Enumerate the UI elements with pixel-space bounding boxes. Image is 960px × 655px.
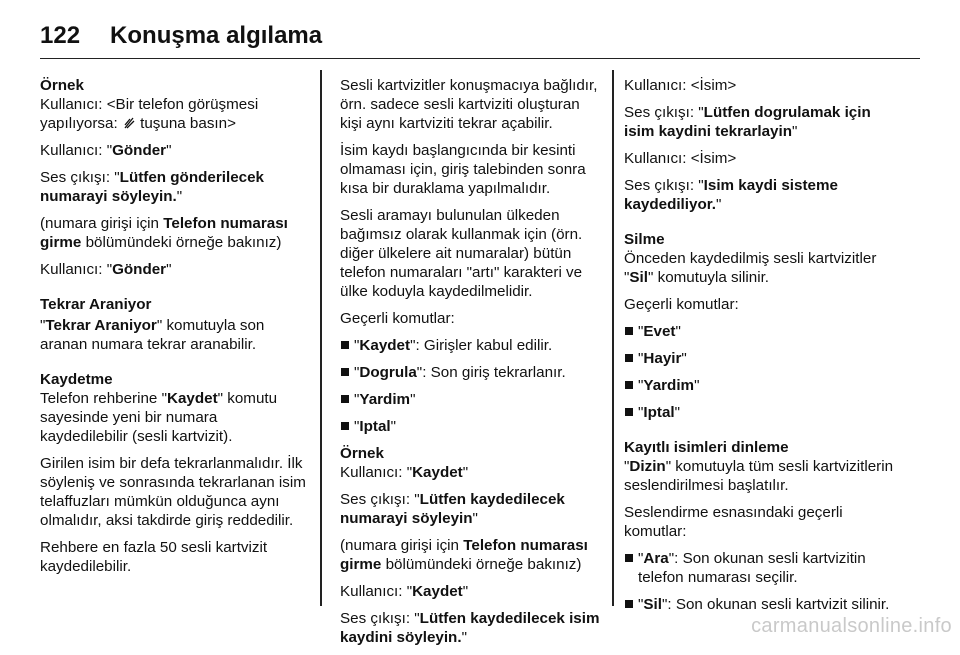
voice-saved-line: Ses çıkışı: "Isim kaydi sisteme kaydediliyor." bbox=[624, 177, 838, 213]
bullet-icon bbox=[341, 422, 349, 430]
example-user-send-2: Kullanıcı: "Gönder" bbox=[40, 261, 172, 278]
commands-label: Geçerli komutlar: bbox=[340, 310, 455, 327]
list-item: "Evet" bbox=[624, 322, 904, 341]
example-heading: Örnek bbox=[40, 77, 84, 94]
command-list-2 bbox=[624, 322, 904, 422]
bullet-icon bbox=[341, 368, 349, 376]
example-voice-output-3: Ses çıkışı: "Lütfen kaydedilecek isim kaydini söyleyin." bbox=[340, 610, 600, 646]
example-voice-output: Ses çıkışı: "Lütfen gönderilecek numarayi söyleyin." bbox=[40, 169, 264, 205]
phone-icon bbox=[122, 116, 136, 130]
list-item: "Sil": Son okunan sesli kartvizit silinir. bbox=[624, 595, 904, 614]
save-paragraph-3: Rehbere en fazla 50 sesli kartvizit kaydedilebilir. bbox=[40, 539, 268, 575]
list-item: "Ara": Son okunan sesli kartvizitin telefon numarası seçilir. bbox=[624, 549, 904, 587]
bullet-icon bbox=[341, 341, 349, 349]
listen-command-list bbox=[624, 549, 904, 614]
bullet-icon bbox=[341, 395, 349, 403]
command-list bbox=[340, 336, 604, 436]
bullet-icon bbox=[625, 554, 633, 562]
list-item: "Yardim" bbox=[340, 390, 604, 409]
bullet-icon bbox=[625, 354, 633, 362]
column-1 bbox=[40, 76, 308, 584]
example-user-send: Kullanıcı: "Gönder" bbox=[40, 142, 172, 159]
listen-text: "Dizin" komutuyla tüm sesli kartvizitlerin seslendirilmesi başlatılır. bbox=[624, 458, 894, 494]
page-title: Konuşma algılama bbox=[110, 22, 323, 49]
column-divider-2 bbox=[612, 70, 614, 606]
column-3 bbox=[624, 76, 904, 622]
column-divider-1 bbox=[320, 70, 322, 606]
commands-label-2: Geçerli komutlar: bbox=[624, 296, 739, 313]
bullet-icon bbox=[625, 381, 633, 389]
example-note-2: (numara girişi için Telefon numarası girme bölümündeki örneğe bakınız) bbox=[340, 537, 588, 573]
voice-confirm-line: Ses çıkışı: "Lütfen dogrulamak için isim kaydini tekrarlayin" bbox=[624, 104, 871, 140]
example-heading-2: Örnek bbox=[340, 445, 384, 462]
save-paragraph-2: Girilen isim bir defa tekrarlanmalıdır. İlk söyleniş ve sonrasında tekrarlanan isim telaffuzları mümkün olduğunca aynı olmalıdır, aksi takdirde giriş reddedilir. bbox=[40, 455, 306, 529]
example-user-line: Kullanıcı: <Bir telefon görüşmesi yapılıyorsa: tuşuna basın> bbox=[40, 96, 259, 132]
user-name-line: Kullanıcı: <İsim> bbox=[624, 77, 737, 94]
example-note: (numara girişi için Telefon numarası girme bölümündeki örneğe bakınız) bbox=[40, 215, 288, 251]
list-item: "Kaydet": Girişler kabul edilir. bbox=[340, 336, 604, 355]
list-item: "Dogrula": Son giriş tekrarlanır. bbox=[340, 363, 604, 382]
delete-heading: Silme bbox=[624, 231, 665, 248]
bullet-icon bbox=[625, 600, 633, 608]
page-header bbox=[40, 14, 920, 59]
listen-commands-label: Seslendirme esnasındaki geçerli komutlar: bbox=[624, 504, 843, 540]
redial-text: "Tekrar Araniyor" komutuyla son aranan numara tekrar aranabilir. bbox=[40, 317, 265, 353]
save-text: Telefon rehberine "Kaydet" komutu sayesinde yeni bir numara kaydedilebilir (sesli kartvizit). bbox=[40, 390, 278, 445]
redial-heading: Tekrar Araniyor bbox=[40, 296, 152, 313]
user-name-line-2: Kullanıcı: <İsim> bbox=[624, 150, 737, 167]
watermark: carmanualsonline.info bbox=[751, 615, 952, 637]
example-voice-output-2: Ses çıkışı: "Lütfen kaydedilecek numarayi söyleyin" bbox=[340, 491, 565, 527]
list-item: "Iptal" bbox=[624, 403, 904, 422]
paragraph-pause: İsim kaydı başlangıcında bir kesinti olmaması için, giriş talebinden sonra kısa bir duraklama yapılmalıdır. bbox=[340, 142, 586, 197]
paragraph-speaker: Sesli kartvizitler konuşmacıya bağlıdır, örn. sadece sesli kartviziti oluşturan kişi aynı kartviziti tekrar açabilir. bbox=[340, 77, 598, 132]
list-item: "Iptal" bbox=[340, 417, 604, 436]
listen-heading: Kayıtlı isimleri dinleme bbox=[624, 439, 789, 456]
list-item: "Hayir" bbox=[624, 349, 904, 368]
example-user-save-2: Kullanıcı: "Kaydet" bbox=[340, 583, 469, 600]
delete-text: Önceden kaydedilmiş sesli kartvizitler "Sil" komutuyla silinir. bbox=[624, 250, 877, 286]
page-number: 122 bbox=[40, 22, 81, 49]
example-user-save: Kullanıcı: "Kaydet" bbox=[340, 464, 469, 481]
column-2 bbox=[340, 76, 604, 655]
list-item: "Yardim" bbox=[624, 376, 904, 395]
save-heading: Kaydetme bbox=[40, 371, 113, 388]
bullet-icon bbox=[625, 327, 633, 335]
bullet-icon bbox=[625, 408, 633, 416]
paragraph-country-code: Sesli aramayı bulunulan ülkeden bağımsız olarak kullanmak için (örn. diğer ülkelere ait numaralar) bütün telefon numaraları "artı" karakteri ve ülke koduyla kaydedilmelidir. bbox=[340, 207, 583, 300]
